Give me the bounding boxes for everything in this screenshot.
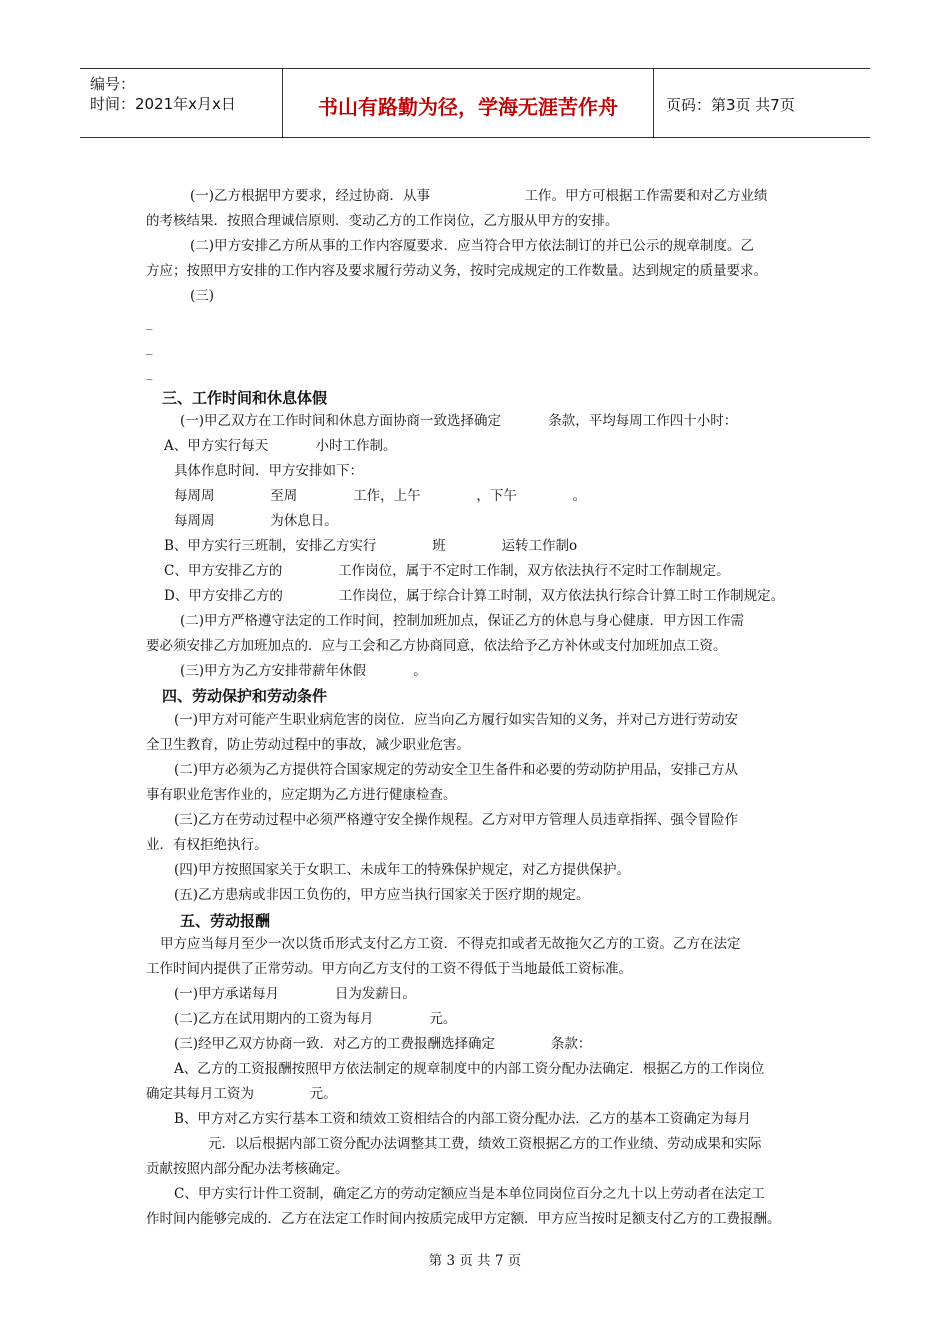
body-line: (三)甲方为乙方安排带薪年休假 。: [180, 663, 427, 679]
body-line: 事有职业危害作业的，应定期为乙方进行健康检查。: [146, 787, 457, 803]
body-line: (四)甲方按照国家关于女职工、未成年工的特殊保护规定，对乙方提供保护。: [174, 862, 631, 878]
body-line: B、甲方实行三班制，安排乙方实行 班 运转工作制o: [164, 538, 578, 554]
body-line: C、甲方安排乙方的 工作岗位，属于不定时工作制，双方依法执行不定时工作制规定。: [164, 563, 730, 579]
body-line: B、甲方对乙方实行基本工资和绩效工资相结合的内部工资分配办法．乙方的基本工资确定为每月: [174, 1111, 751, 1127]
body-line: 每周周 为休息日。: [174, 513, 338, 529]
body-line: (三)乙方在劳动过程中必须严格遵守安全操作规程。乙方对甲方管理人员违章指挥、强令冒险作: [174, 812, 739, 828]
body-line: 全卫生教育，防止劳动过程中的事故，减少职业危害。: [146, 737, 470, 753]
section-heading-work-hours: 三、工作时间和休息体假: [162, 389, 328, 407]
header-meta-cell: [80, 69, 283, 137]
motto-text: 书山有路勤为径，学海无涯苦作舟: [318, 95, 618, 119]
body-line: (二)甲方严格遵守法定的工作时间，控制加班加点，保证乙方的休息与身心健康．甲方因工作需: [180, 613, 745, 629]
body-line: C、甲方实行计件工资制，确定乙方的劳动定额应当是本单位同岗位百分之九十以上劳动者在法定工: [174, 1186, 765, 1202]
number-label: 编号：: [90, 75, 136, 93]
body-line: 甲方应当每月至少一次以货币形式支付乙方工资．不得克扣或者无故拖欠乙方的工资。乙方在法定: [160, 936, 741, 952]
section-heading-remuneration: 五、劳动报酬: [180, 912, 271, 930]
body-line: A、甲方实行每天 小时工作制。: [164, 438, 397, 454]
body-line: (二)甲方必须为乙方提供符合国家规定的劳动安全卫生备件和必要的劳动防护用品，安排己方从: [174, 762, 739, 778]
body-line: (三)经甲乙双方协商一致．对乙方的工费报酬选择确定 条款：: [174, 1036, 592, 1052]
body-line: (二)甲方安排乙方所从事的工作内容厦要求．应当符合甲方依法制订的并已公示的规章制度。乙: [190, 238, 755, 254]
body-line: (三): [190, 288, 215, 304]
date-line: 时间：2021年x月x日: [90, 95, 236, 113]
page-footer: 第 3 页 共 7 页: [428, 1253, 522, 1269]
blank-dash: _: [146, 341, 153, 356]
body-line: (一)甲乙双方在工作时间和休息方面协商一致选择确定 条款，平均每周工作四十小时：: [180, 413, 738, 429]
body-line: (一)乙方根据甲方要求，经过协商．从事 工作。甲方可根据工作需要和对乙方业绩: [190, 188, 768, 204]
body-line: (一)甲方对可能产生职业病危害的岗位．应当向乙方履行如实告知的义务，并对己方进行劳动安: [174, 712, 739, 728]
body-line: 具体作息时间．甲方安排如下：: [174, 463, 363, 479]
body-line: 的考核结果．按照合理诚信原则．变动乙方的工作岗位，乙方服从甲方的安排。: [146, 213, 619, 229]
body-line: (二)乙方在试用期内的工资为每月 元。: [174, 1011, 457, 1027]
body-line: 贡献按照内部分配办法考核确定。: [146, 1161, 349, 1177]
body-line: (一)甲方承诺每月 日为发薪日。: [174, 986, 416, 1002]
body-line: A、乙方的工资报酬按照甲方依法制定的规章制度中的内部工资分配办法确定．根据乙方的工作岗位: [174, 1061, 765, 1077]
section-heading-labor-protection: 四、劳动保护和劳动条件: [162, 687, 328, 705]
body-line: 确定其每月工资为 元。: [146, 1086, 337, 1102]
body-line: (五)乙方患病或非因工负伤的，甲方应当执行国家关于医疗期的规定。: [174, 887, 590, 903]
body-line: D、甲方安排乙方的 工作岗位，属于综合计算工时制，双方依法执行综合计算工时工作制规定。: [164, 588, 785, 604]
body-line: 要必须安排乙方加班加点的．应与工会和乙方协商同意，依法给予乙方补休或支付加班加点工资。: [146, 638, 727, 654]
body-line: 作时间内能够完成的．乙方在法定工作时间内按质完成甲方定额．甲方应当按时足额支付乙方的工费报酬。: [146, 1211, 781, 1227]
body-line: 元．以后根据内部工资分配办法调整其工费，绩效工资根据乙方的工作业绩、劳动成果和实际: [208, 1136, 762, 1152]
body-line: 每周周 至周 工作，上午 ，下午 。: [174, 488, 587, 504]
body-line: 方应；按照甲方安排的工作内容及要求履行劳动义务，按时完成规定的工作数量。达到规定的质量要求。: [146, 263, 767, 279]
document-header: [80, 68, 870, 138]
page-info: 页码：第3页 共7页: [666, 96, 795, 114]
header-motto-cell: [283, 69, 654, 137]
blank-dash: _: [146, 316, 153, 331]
body-line: 工作时间内提供了正常劳动。甲方向乙方支付的工资不得低于当地最低工资标准。: [146, 961, 632, 977]
body-line: 业．有权拒绝执行。: [146, 837, 268, 853]
blank-dash: _: [146, 366, 153, 381]
